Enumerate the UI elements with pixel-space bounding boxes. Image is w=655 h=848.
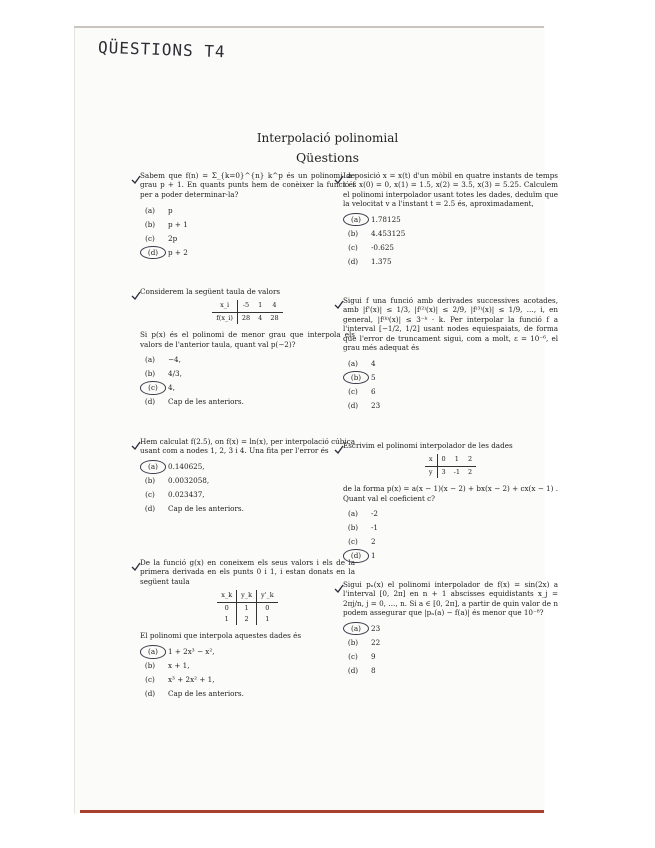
option-c[interactable]: (c) 9: [348, 651, 376, 661]
option-d[interactable]: (d) 1.375: [347, 256, 392, 266]
option-b[interactable]: (b) 0.0032058,: [144, 476, 210, 486]
question-text: Sigui f una funció amb derivades successives acotades, amb |f'(x)| ≤ 1/3, |f⁽²⁾(x)| ≤ 2/9, |f⁽³⁾(x)| ≤ 1/9, …, i, en general, |f⁽ᵏ⁾(x)| ≤ 3⁻ᵏ · k. Per interpolar la funció f a l'interval [−1/2, 1/2] usant nodes equiespaiats, de forma que l'error de truncament sigui, com a molt, ε = 10⁻⁶, el grau més adequat és: [343, 296, 558, 353]
question-6: [343, 296, 558, 412]
checkmark-icon: [334, 169, 344, 178]
option-b[interactable]: (b) p + 1: [144, 219, 188, 229]
option-b[interactable]: (b) 4.453125: [347, 228, 406, 238]
option-c[interactable]: (c) 6: [348, 386, 376, 396]
option-c[interactable]: (c) 4,: [140, 381, 355, 395]
option-b[interactable]: (b) 22: [347, 637, 381, 647]
selected-mark: (a): [140, 460, 166, 473]
option-c[interactable]: (c) 2p: [145, 233, 178, 243]
values-table: x_i -5 1 4 f(x_i) 28 4 28: [212, 300, 282, 324]
option-b[interactable]: (b) 4/3,: [144, 369, 182, 379]
option-b[interactable]: (b) x + 1,: [144, 661, 190, 671]
top-edge: [74, 26, 544, 28]
option-d[interactable]: (d) Cap de les anteriors.: [144, 689, 244, 699]
option-d[interactable]: (d) p + 2: [140, 245, 355, 259]
option-d[interactable]: (d) Cap de les anteriors.: [144, 504, 244, 514]
option-d[interactable]: (d) Cap de les anteriors.: [144, 397, 244, 407]
checkmark-icon: [131, 556, 141, 565]
handwritten-heading: QÜESTIONS T4: [97, 37, 226, 62]
question-4: [140, 558, 355, 701]
option-d[interactable]: (d) 1: [343, 549, 558, 563]
option-a[interactable]: (a) 4: [348, 358, 376, 368]
option-c[interactable]: (c) 0.023437,: [145, 490, 205, 500]
checkmark-icon: [131, 285, 141, 294]
option-c[interactable]: (c) -0.625: [348, 242, 395, 252]
selected-mark: (d): [140, 246, 166, 259]
option-a[interactable]: (a) 1 + 2x³ − x²,: [140, 645, 355, 659]
checkmark-icon: [334, 578, 344, 587]
bottom-edge: [80, 810, 544, 813]
checkmark-icon: [334, 294, 344, 303]
selected-mark: (c): [140, 381, 166, 394]
checkmark-icon: [334, 439, 344, 448]
option-a[interactable]: (a) -2: [348, 509, 379, 519]
option-a[interactable]: (a) 0.140625,: [140, 460, 355, 474]
option-b[interactable]: (b) -1: [347, 523, 379, 533]
option-d[interactable]: (d) 8: [347, 665, 376, 675]
values-table: x 0 1 2 y 3 -1 2: [425, 454, 476, 478]
question-text: Sigui pₙ(x) el polinomi interpolador de f(x) = sin(2x) a l'interval [0, 2π] en n + 1 abscisses equidistants x_j = 2πj/n, j = 0, …, n. Si a ∈ [0, 2π], a partir de quin valor de n podem assegurar que |pₙ(a) − f(a)| és menor que 10⁻⁸?: [343, 580, 558, 618]
question-text: Escrivim el polinomi interpolador de les dades: [343, 441, 513, 450]
question-1: [140, 171, 355, 259]
selected-mark: (a): [140, 645, 166, 658]
option-c[interactable]: (c) 2: [348, 537, 376, 547]
question-7: [343, 441, 558, 563]
question-text-2: de la forma p(x) = a(x − 1)(x − 2) + bx(x − 2) + cx(x − 1) . Quant val el coeficient c?: [343, 484, 558, 503]
checkmark-icon: [131, 435, 141, 444]
question-text: Considerem la següent taula de valors: [140, 287, 281, 296]
question-text: Sabem que f(n) = Σ_{k=0}^{n} k^p és un polinomi de grau p + 1. En quants punts hem de conèixer la funció f per a poder determinar-la?: [140, 171, 355, 199]
question-text-2: El polinomi que interpola aquestes dades és: [140, 631, 302, 641]
selected-mark: (b): [343, 371, 369, 384]
question-2: [140, 287, 355, 409]
selected-mark: (a): [343, 622, 369, 635]
question-text-2: Si p(x) és el polinomi de menor grau que interpola els valors de l'anterior taula, quant val p(−2)?: [140, 330, 355, 349]
question-text: Hem calculat f(2.5), on f(x) = ln(x), per interpolació cúbica usant com a nodes 1, 2, 3 i 4. Una fita per l'error és: [140, 437, 355, 456]
option-b[interactable]: (b) 5: [343, 370, 558, 384]
option-a[interactable]: (a) 1.78125: [343, 213, 558, 227]
page-title: Interpolació polinomial: [256, 131, 399, 145]
values-table: x_k y_k y'_k 0 1 0 1 2 1: [217, 590, 277, 625]
page-subtitle: Qüestions: [295, 150, 360, 165]
question-text: De la funció g(x) en coneixem els seus valors i els de la primera derivada en els punts 0 i 1, i estan donats en la següent taula: [140, 558, 355, 586]
checkmark-icon: [131, 169, 141, 178]
question-5: [343, 171, 558, 269]
question-3: [140, 437, 355, 516]
question-text: La posició x = x(t) d'un mòbil en quatre instants de temps t és x(0) = 0, x(1) = 1.5, x(2) = 3.5, x(3) = 5.25. Calculem el polinomi interpolador usant totes les dades, deduïm que la velocitat v a l'instant t = 2.5 és, aproximadament,: [343, 171, 558, 209]
option-d[interactable]: (d) 23: [347, 400, 381, 410]
option-a[interactable]: (a) −4,: [145, 355, 181, 365]
option-a[interactable]: (a) p: [145, 205, 173, 215]
option-a[interactable]: (a) 23: [343, 622, 558, 636]
question-8: [343, 580, 558, 678]
selected-mark: (d): [343, 549, 369, 562]
selected-mark: (a): [343, 213, 369, 226]
option-c[interactable]: (c) x³ + 2x² + 1,: [145, 675, 215, 685]
